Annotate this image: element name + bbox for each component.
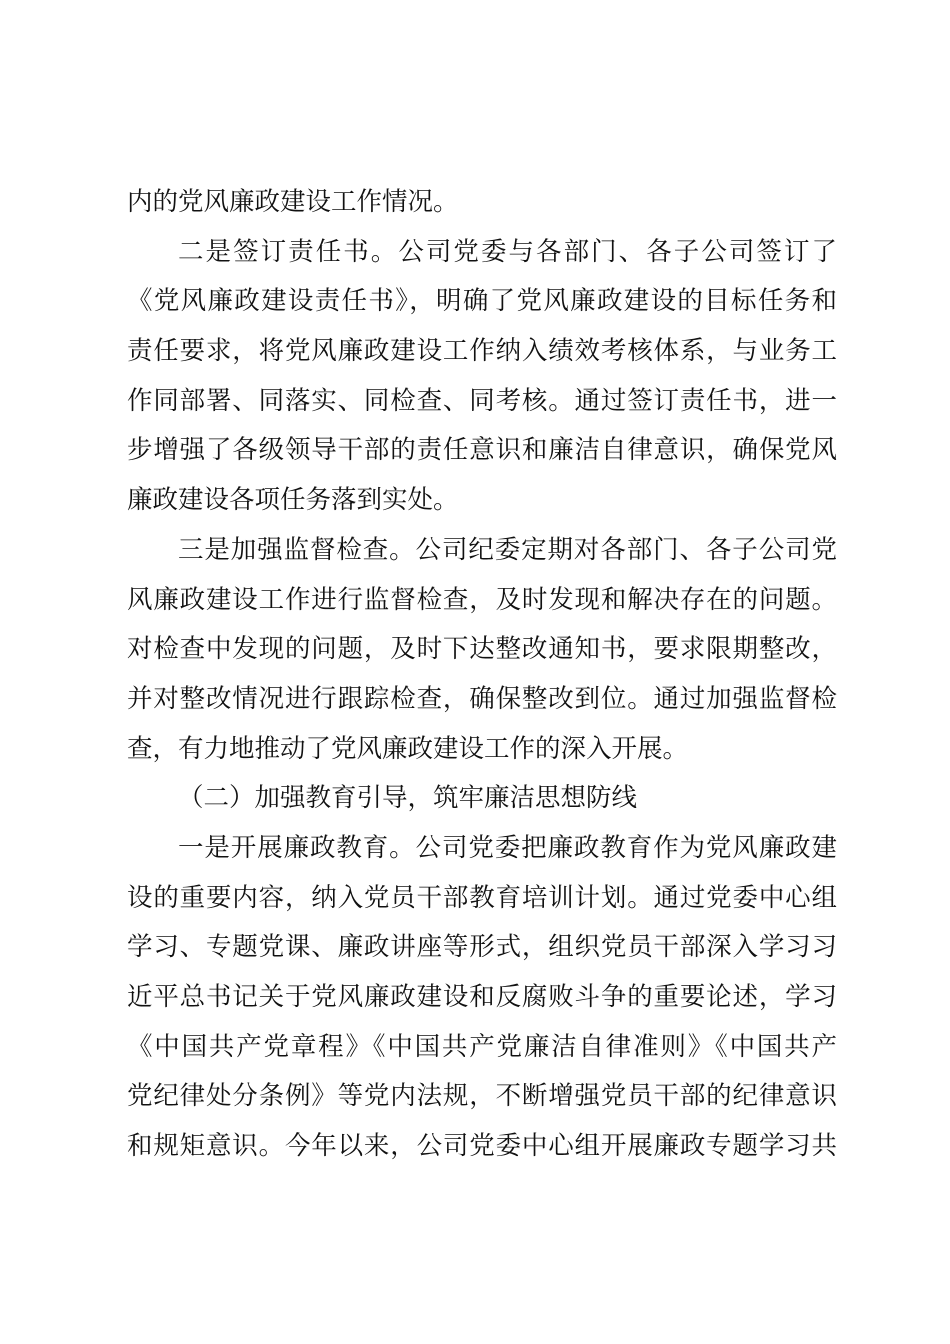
paragraph-line: 学习、专题党课、廉政讲座等形式，组织党员干部深入学习习 (127, 932, 837, 963)
paragraph-line: 内的党风廉政建设工作情况。 (127, 187, 459, 217)
section-heading: （二）加强教育引导，筑牢廉洁思想防线 (178, 783, 638, 814)
paragraph-line: 并对整改情况进行跟踪检查，确保整改到位。通过加强监督检 (127, 683, 837, 714)
paragraph-line: 设的重要内容，纳入党员干部教育培训计划。通过党委中心组 (127, 882, 837, 913)
paragraph-line: 《中国共产党章程》《中国共产党廉洁自律准则》《中国共产 (127, 1031, 837, 1062)
paragraph-line: 三是加强监督检查。公司纪委定期对各部门、各子公司党 (178, 534, 837, 565)
document-body (127, 178, 837, 1172)
paragraph-line: 对检查中发现的问题，及时下达整改通知书，要求限期整改， (127, 634, 837, 665)
paragraph-line: 和规矩意识。今年以来，公司党委中心组开展廉政专题学习共 (127, 1131, 837, 1162)
paragraph-line: 作同部署、同落实、同检查、同考核。通过签订责任书，进一 (127, 385, 837, 416)
paragraph-line: 廉政建设各项任务落到实处。 (127, 485, 459, 516)
paragraph-line: 近平总书记关于党风廉政建设和反腐败斗争的重要论述，学习 (127, 982, 837, 1012)
paragraph-line: 责任要求，将党风廉政建设工作纳入绩效考核体系，与业务工 (127, 336, 837, 367)
paragraph-line: 查，有力地推动了党风廉政建设工作的深入开展。 (127, 733, 689, 764)
paragraph-line: 《党风廉政建设责任书》，明确了党风廉政建设的目标任务和 (127, 286, 837, 317)
paragraph-line: 党纪律处分条例》等党内法规，不断增强党员干部的纪律意识 (127, 1081, 837, 1112)
paragraph-line: 一是开展廉政教育。公司党委把廉政教育作为党风廉政建 (178, 832, 837, 863)
paragraph-line: 风廉政建设工作进行监督检查，及时发现和解决存在的问题。 (127, 584, 837, 615)
paragraph-line: 二是签订责任书。公司党委与各部门、各子公司签订了 (178, 236, 837, 267)
paragraph-line: 步增强了各级领导干部的责任意识和廉洁自律意识，确保党风 (127, 435, 837, 466)
